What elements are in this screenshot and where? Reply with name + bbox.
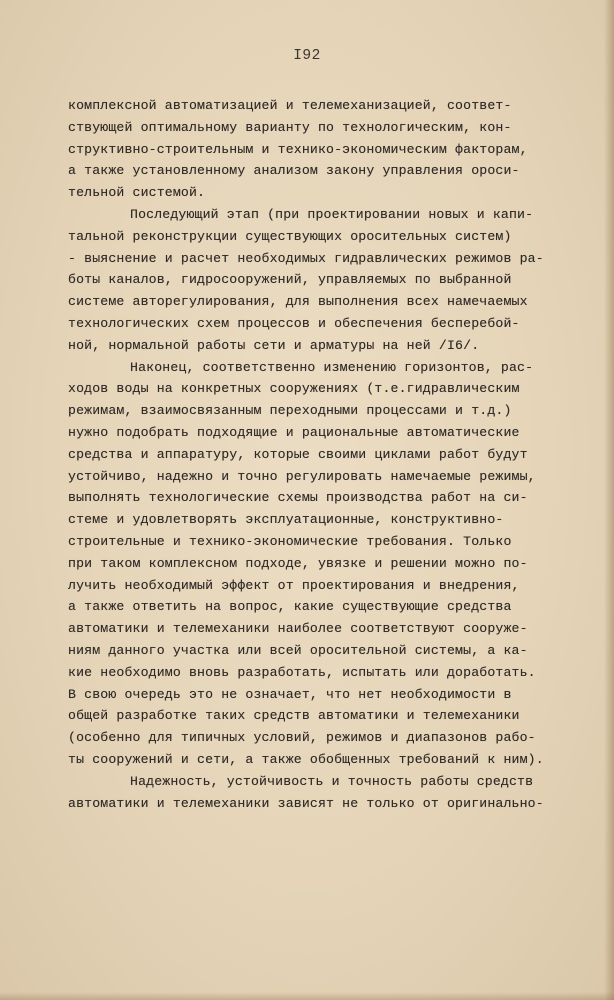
text-line: технологических схем процессов и обеспечения бесперебой- bbox=[68, 315, 520, 331]
text-line: боты каналов, гидросооружений, управляемых по выбранной bbox=[68, 272, 512, 288]
text-line: В свою очередь это не означает, что нет необходимости в bbox=[68, 686, 512, 702]
text-line: ствующей оптимальному варианту по технологическим, кон- bbox=[68, 119, 512, 135]
text-line: при таком комплексном подходе, увязке и решении можно по- bbox=[68, 555, 528, 571]
text-line: строительные и технико-экономические требования. Только bbox=[68, 533, 512, 549]
text-line: кие необходимо вновь разработать, испытать или доработать. bbox=[68, 664, 536, 680]
text-line: ты сооружений и сети, а также обобщенных требований к ним). bbox=[68, 751, 544, 767]
text-line: средства и аппаратуру, которые своими циклами работ будут bbox=[68, 446, 528, 462]
text-line: тельной системой. bbox=[68, 185, 206, 201]
text-line: автоматики и телемеханики зависят не только от оригинально- bbox=[68, 795, 544, 811]
text-line: (особенно для типичных условий, режимов и диапазонов рабо- bbox=[68, 730, 536, 746]
page-number: I92 bbox=[293, 48, 321, 64]
text-line: Надежность, устойчивость и точность работы средств bbox=[130, 773, 534, 789]
text-line: Последующий этап (при проектировании новых и капи- bbox=[130, 206, 534, 222]
text-line: ниям данного участка или всей оросительной системы, а ка- bbox=[68, 642, 528, 658]
text-line: ной, нормальной работы сети и арматуры на ней /I6/. bbox=[68, 337, 480, 353]
text-line: выполнять технологические схемы производства работ на си- bbox=[68, 490, 528, 506]
text-line: структивно-строительным и технико-экономическим факторам, bbox=[68, 141, 528, 157]
text-line: комплексной автоматизацией и телемеханизацией, соответ- bbox=[68, 98, 512, 113]
text-line: общей разработке таких средств автоматики и телемеханики bbox=[68, 708, 520, 724]
text-line: режимам, взаимосвязанным переходными процессами и т.д.) bbox=[68, 403, 512, 419]
text-line: стеме и удовлетворять эксплуатационные, конструктивно- bbox=[68, 512, 504, 528]
text-line: а также ответить на вопрос, какие существующие средства bbox=[68, 599, 512, 615]
text-line: - выяснение и расчет необходимых гидравлических режимов ра- bbox=[68, 250, 544, 266]
text-line: автоматики и телемеханики наиболее соответствуют сооруже- bbox=[68, 621, 528, 637]
text-line: устойчиво, надежно и точно регулировать намечаемые режимы, bbox=[68, 468, 536, 484]
page-edge-shadow bbox=[604, 0, 614, 1000]
text-line: системе авторегулирования, для выполнения всех намечаемых bbox=[68, 294, 528, 310]
text-line: тальной реконструкции существующих оросительных систем) bbox=[68, 228, 512, 244]
text-line: лучить необходимый эффект от проектирования и внедрения, bbox=[68, 577, 520, 593]
text-line: нужно подобрать подходящие и рациональные автоматические bbox=[68, 424, 520, 440]
text-line: а также установленному анализом закону управления ороси- bbox=[68, 163, 520, 179]
body-text bbox=[68, 95, 588, 814]
text-line: Наконец, соответственно изменению горизонтов, рас- bbox=[130, 359, 534, 375]
text-line: ходов воды на конкретных сооружениях (т.е.гидравлическим bbox=[68, 381, 520, 397]
page-bottom-shadow bbox=[0, 992, 614, 1000]
